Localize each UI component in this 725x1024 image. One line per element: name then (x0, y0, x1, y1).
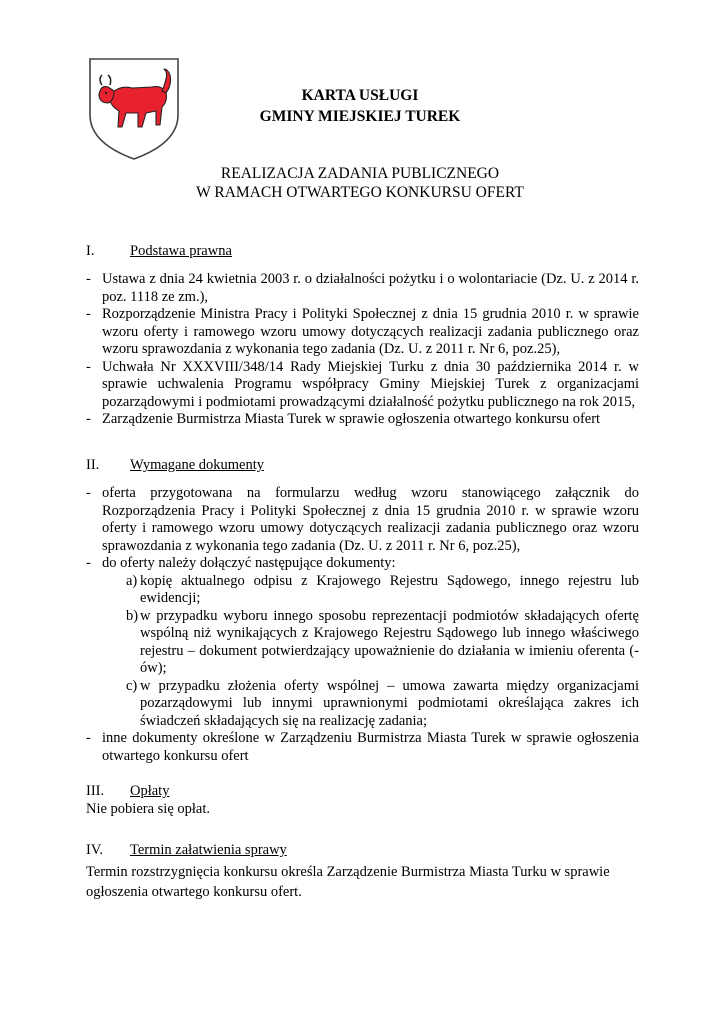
section-title: Podstawa prawna (130, 243, 232, 259)
list-item: - oferta przygotowana na formularzu według wzoru stanowiącego załącznik do Rozporządzenia Pracy i Polityki Społecznej z dnia 15 grudnia 2010 r. w sprawie wzoru oferty i ramowego wzoru umowy dotyczących realizacji zadania publicznego oraz wzoru sprawozdania z wykonania tego zadania (Dz. U. z 2011 r. Nr 6, poz.25), (86, 485, 639, 554)
section-header (86, 842, 639, 860)
section-fees (86, 783, 639, 819)
section-number: I. (86, 243, 95, 259)
list-item: - do oferty należy dołączyć następujące dokumenty: (86, 555, 396, 571)
section-number: II. (86, 457, 100, 473)
list-item: - Ustawa z dnia 24 kwietnia 2003 r. o działalności pożytku i o wolontariacie (Dz. U. z 2014 r. poz. 1118 ze zm.), (86, 271, 639, 305)
document-title-continued: W RAMACH OTWARTEGO KONKURSU OFERT (196, 184, 524, 201)
section-header (86, 783, 639, 801)
section-header (86, 243, 639, 261)
list-item: - inne dokumenty określone w Zarządzeniu Burmistrza Miasta Turek w sprawie ogłoszenia otwartego konkursu ofert (86, 730, 639, 764)
document-title: REALIZACJA ZADANIA PUBLICZNEGO (220, 165, 500, 182)
section-number: IV. (86, 842, 104, 858)
list-item: b) w przypadku wyboru innego sposobu reprezentacji podmiotów składających ofertę wspólną niż wynikających z Krajowego Rejestru Sądowego lub innego właściwego rejestru – dokument potwierdzający upoważnienie do działania w imieniu oferenta (-ów); (126, 607, 639, 676)
list-item: - Uchwała Nr XXXVIII/348/14 Rady Miejskiej Turku z dnia 30 października 2014 r. w sprawie uchwalenia Programu współpracy Gminy Miejskiej Turek z organizacjami pozarządowymi i podmiotami prowadzącymi działalność pożytku publicznego na rok 2015, (86, 358, 639, 410)
section-required-documents (86, 457, 639, 765)
section-text: Termin rozstrzygnięcia konkursu określa Zarządzenie Burmistrza Miasta Turku w sprawie ogłoszenia otwartego konkursu ofert. (86, 864, 610, 900)
section-title: Opłaty (130, 783, 170, 799)
list-item: - Rozporządzenie Ministra Pracy i Polityki Społecznej z dnia 15 grudnia 2010 r. w sprawie wzoru oferty i ramowego wzoru umowy dotyczących realizacji zadania publicznego oraz wzoru sprawozdania z wykonania tego zadania (Dz. U. z 2011 r. Nr 6, poz.25), (86, 306, 639, 357)
section-number: III. (86, 783, 105, 799)
section-header (86, 457, 639, 475)
section-deadline (86, 842, 639, 902)
card-subtitle: GMINY MIEJSKIEJ TUREK (259, 108, 461, 125)
list-item: a) kopię aktualnego odpisu z Krajowego Rejestru Sądowego, innego rejestru lub ewidencji; (126, 572, 639, 606)
list-item: - Zarządzenie Burmistrza Miasta Turek w sprawie ogłoszenia otwartego konkursu ofert (86, 411, 601, 427)
list-item: c) w przypadku złożenia oferty wspólnej – umowa zawarta między organizacjami pozarządowymi lub innymi uprawnionymi podmiotami określająca zakres ich świadczeń składających się na realizację zadania; (126, 677, 639, 729)
section-text: Nie pobiera się opłat. (86, 801, 211, 817)
card-title: KARTA USŁUGI (301, 87, 419, 104)
section-legal-basis (86, 243, 639, 429)
attachment-list (126, 573, 639, 731)
section-title: Termin załatwienia sprawy (130, 842, 287, 858)
section-title: Wymagane dokumenty (130, 457, 265, 473)
